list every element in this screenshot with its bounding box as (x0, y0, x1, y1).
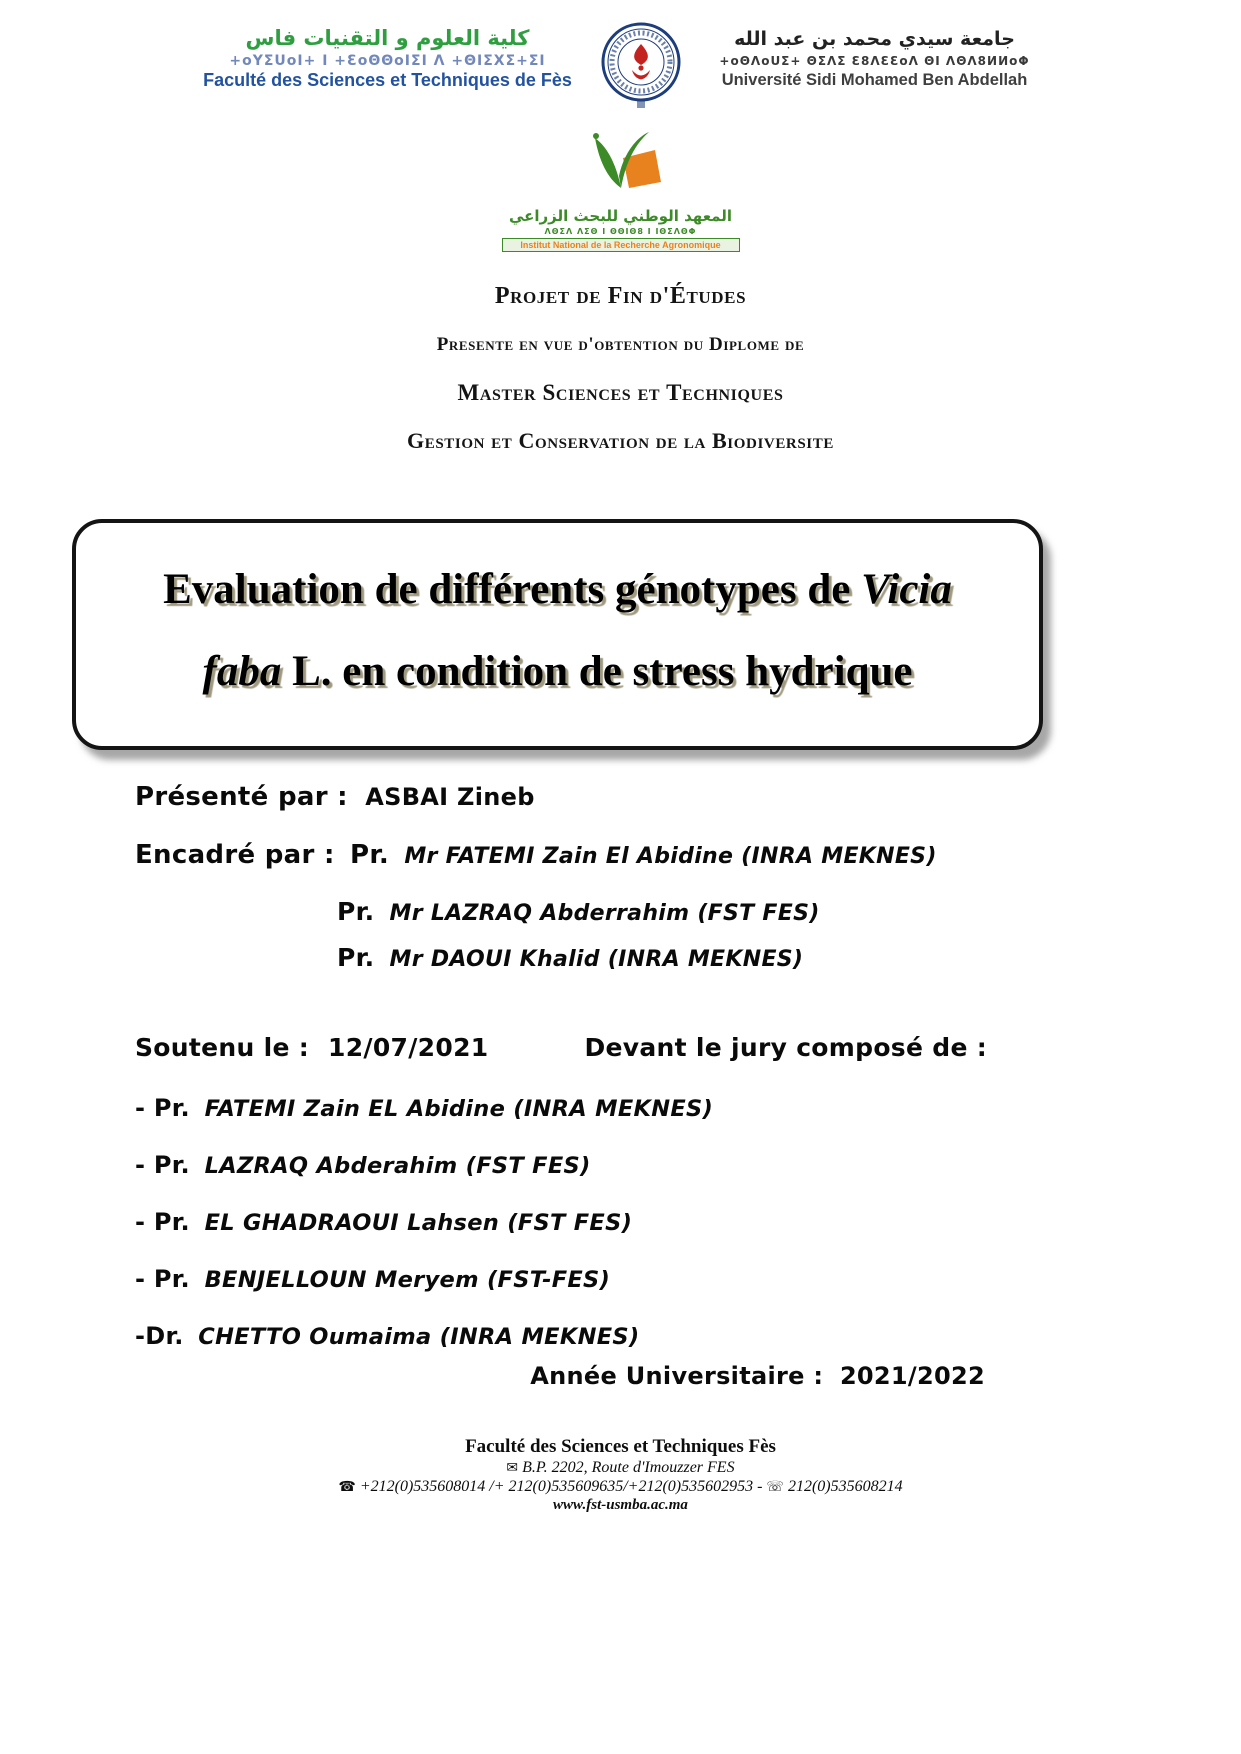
inra-logo (502, 126, 740, 252)
academic-year-value: 2021/2022 (839, 1362, 985, 1390)
defense-line (135, 1033, 987, 1062)
academic-year-label: Année Universitaire : (530, 1362, 824, 1390)
supervisor-name: Mr LAZRAQ Abderrahim (FST FES) (389, 901, 820, 926)
fst-name-text: Faculté des Sciences et Techniques de Fès (203, 70, 572, 90)
program-line: Gestion et Conservation de la Biodiversite (407, 428, 834, 453)
presented-by-label: Présenté par : (135, 782, 348, 812)
student-name: ASBAI Zineb (365, 783, 535, 811)
supervised-by-label: Encadré par : (135, 840, 335, 870)
defense-date-group (135, 1033, 488, 1062)
jury-member (135, 1206, 713, 1239)
supervisor-line (337, 897, 820, 926)
thesis-title-box (72, 519, 1043, 750)
footer-website-line (0, 1497, 1241, 1514)
inra-arabic-text: المعهد الوطني للبحث الزراعي (508, 207, 732, 225)
jury-member (135, 1149, 713, 1182)
footer-phones: +212(0)535608014 /+ 212(0)535609635/+212(0)535602953 - (359, 1478, 763, 1495)
jury-member-prefix: - Pr. (135, 1151, 190, 1179)
thesis-title-line-1: Evaluation de différents génotypes de Vicia (163, 566, 952, 613)
jury-member-prefix: - Pr. (135, 1094, 190, 1122)
supervised-by-line (135, 840, 937, 870)
jury-member-prefix: - Pr. (135, 1265, 190, 1293)
inra-name-text: Institut National de la Recherche Agronomique (502, 238, 740, 252)
supervisor-prefix: Pr. (337, 943, 375, 972)
header-logos (0, 18, 1241, 115)
inra-tifinagh-text: ΛΘΣΛ ΛΣΘ I ΘΘΙΘ8 I ΙΘΣΛΘΦ (544, 227, 697, 236)
jury-member-prefix: -Dr. (135, 1322, 184, 1350)
inra-leaf-icon (575, 191, 667, 208)
usmba-arabic-text: جامعة سيدي محمد بن عبد الله (734, 28, 1015, 50)
doc-type-title: Projet de Fin d'Études (494, 283, 747, 309)
supervisor-name: Mr FATEMI Zain El Abidine (INRA MEKNES) (404, 844, 937, 869)
mail-icon: ✉ (506, 1460, 519, 1476)
defense-date: 12/07/2021 (328, 1033, 489, 1062)
jury-member-prefix: - Pr. (135, 1208, 190, 1236)
footer-address-line (0, 1459, 1241, 1477)
thesis-title-line-2: faba L. en condition de stress hydrique (202, 648, 913, 695)
website-link[interactable]: www.fst-usmba.ac.ma (553, 1497, 688, 1513)
jury-member (135, 1092, 713, 1125)
page-footer (0, 1436, 1241, 1514)
footer-address: B.P. 2202, Route d'Imouzzer FES (522, 1459, 735, 1476)
presented-by-line (135, 782, 535, 812)
jury-member (135, 1263, 713, 1296)
presentation-line: Presente en vue d'obtention du Diplome de (436, 334, 805, 355)
fst-tifinagh-text: +oYΣUoI+ I +ƐoΘΘoIΣI Λ +ΘIΣXΣ+ΣI (229, 53, 546, 69)
degree-line: Master Sciences et Techniques (457, 380, 784, 405)
jury-member-name: EL GHADRAOUI Lahsen (FST FES) (204, 1210, 633, 1236)
fax-icon: ☏ (766, 1479, 784, 1495)
usmba-tifinagh-text: +oΘΛoUΣ+ ΘΣΛΣ Ɛ8ΛƐƐoΛ ΘI ΛΘΛ8ИИoΦ (719, 54, 1030, 68)
footer-institution: Faculté des Sciences et Techniques Fès (465, 1436, 776, 1457)
footer-fax: 212(0)535608214 (787, 1478, 903, 1495)
jury-member (135, 1320, 713, 1353)
fst-logo (202, 18, 574, 91)
defense-date-label: Soutenu le : (135, 1033, 310, 1062)
jury-member-name: CHETTO Oumaima (INRA MEKNES) (198, 1324, 640, 1350)
supervisor-line (337, 943, 803, 972)
jury-member-name: FATEMI Zain EL Abidine (INRA MEKNES) (204, 1096, 714, 1122)
academic-year-line (530, 1362, 985, 1390)
jury-member-name: LAZRAQ Abderahim (FST FES) (204, 1153, 591, 1179)
usmba-name-text: Université Sidi Mohamed Ben Abdellah (721, 71, 1028, 89)
phone-icon: ☎ (338, 1479, 356, 1495)
jury-member-name: BENJELLOUN Meryem (FST-FES) (204, 1267, 611, 1293)
footer-phone-line (0, 1478, 1241, 1496)
usmba-logo (710, 18, 1040, 90)
jury-heading: Devant le jury composé de : (584, 1033, 987, 1062)
usmba-seal-icon (600, 18, 684, 115)
supervisor-prefix: Pr. (337, 897, 375, 926)
supervisor-name: Mr DAOUI Khalid (INRA MEKNES) (389, 947, 804, 972)
fst-arabic-text: كلية العلوم و التقنيات فاس (245, 26, 530, 50)
jury-list (135, 1092, 713, 1377)
supervisor-prefix: Pr. (350, 840, 389, 870)
